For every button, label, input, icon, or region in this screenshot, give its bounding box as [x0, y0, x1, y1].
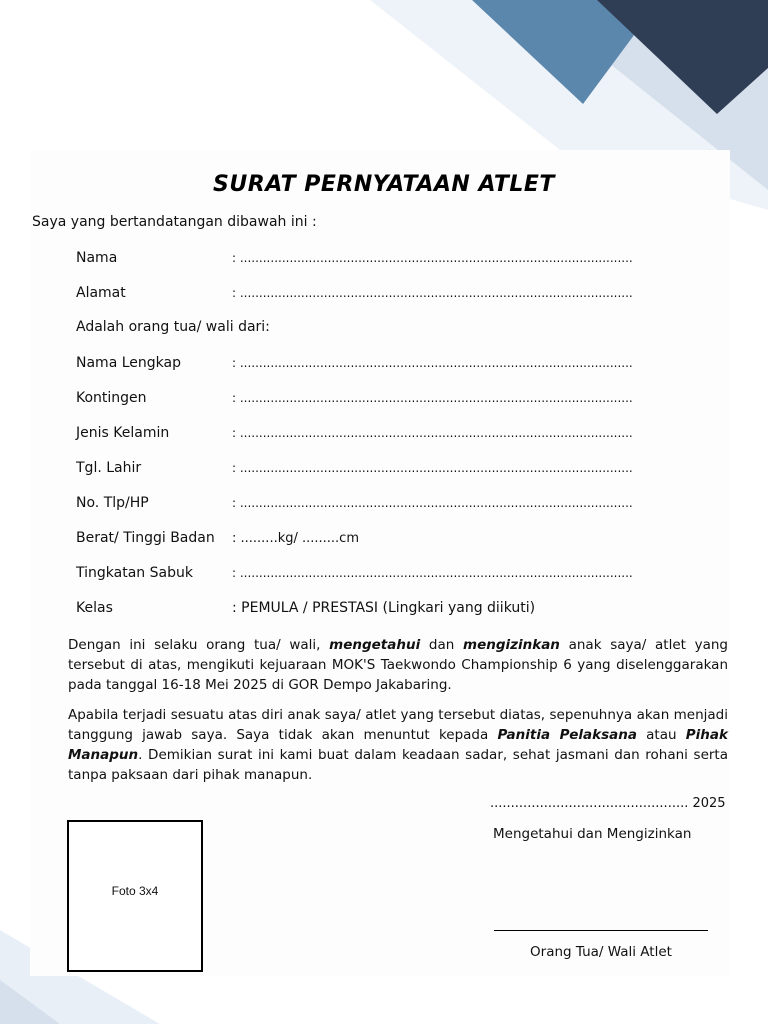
field-label: Kelas — [76, 600, 113, 616]
liability-paragraph — [68, 705, 728, 785]
paragraph-text: Apabila terjadi sesuatu atas diri anak saya/ atlet yang tersebut diatas, sepenuhnya akan menjadi tanggung jawab saya. Saya tidak akan menuntut kepada — [68, 707, 728, 743]
field-label: Nama Lengkap — [76, 355, 181, 371]
field-value[interactable]: : ....................................................................................................... — [232, 286, 633, 300]
field-value[interactable]: : ....................................................................................................... — [232, 251, 633, 265]
field-row-nama-lengkap — [76, 353, 716, 373]
field-label: No. Tlp/HP — [76, 495, 149, 511]
field-label: Alamat — [76, 285, 126, 301]
signer-label: Orang Tua/ Wali Atlet — [530, 944, 672, 960]
field-label: Tingkatan Sabuk — [76, 565, 193, 581]
intro-text: Saya yang bertandatangan dibawah ini : — [32, 214, 317, 230]
field-row-jenis-kelamin — [76, 423, 716, 443]
field-value[interactable]: : .........kg/ .........cm — [232, 530, 359, 546]
field-row-berat-tinggi — [76, 528, 716, 548]
field-value[interactable]: : ....................................................................................................... — [232, 496, 633, 510]
field-row-tingkatan-sabuk — [76, 563, 716, 583]
field-value[interactable]: : ....................................................................................................... — [232, 391, 633, 405]
subheading: Adalah orang tua/ wali dari: — [76, 319, 270, 335]
paragraph-text: . Demikian surat ini kami buat dalam keadaan sadar, sehat jasmani dan rohani serta tanpa paksaan dari pihak manapun. — [68, 747, 728, 783]
photo-placeholder[interactable] — [67, 820, 203, 972]
paragraph-text: dan — [420, 637, 463, 653]
field-label: Kontingen — [76, 390, 147, 406]
emphasis-text: mengizinkan — [463, 637, 560, 653]
field-label: Tgl. Lahir — [76, 460, 142, 476]
field-label: Berat/ Tinggi Badan — [76, 530, 215, 546]
field-row-alamat — [76, 283, 716, 303]
signature-date[interactable]: ................................................ 2025 — [490, 796, 726, 811]
field-row-kelas — [76, 598, 716, 618]
field-label: Jenis Kelamin — [76, 425, 170, 441]
signature-approval-text: Mengetahui dan Mengizinkan — [493, 826, 692, 842]
photo-label: Foto 3x4 — [111, 884, 159, 898]
signature-line[interactable] — [494, 930, 708, 931]
paragraph-text: atau — [636, 727, 686, 743]
emphasis-text: Panitia Pelaksana — [497, 727, 637, 743]
field-value[interactable]: : ....................................................................................................... — [232, 356, 633, 370]
field-row-tgl-lahir — [76, 458, 716, 478]
paragraph-text: anak saya/ atlet yang tersebut di atas, mengikuti kejuaraan MOK'S Taekwondo Championship 6 yang diselenggarakan pada tanggal 16-18 Mei 2025 di GOR Dempo Jakabaring. — [68, 637, 728, 693]
field-row-nama — [76, 248, 716, 268]
document-title: SURAT PERNYATAAN ATLET — [213, 172, 555, 197]
field-label: Nama — [76, 250, 118, 266]
field-value[interactable]: : PEMULA / PRESTASI (Lingkari yang diikuti) — [232, 600, 536, 616]
paragraph-text: Dengan ini selaku orang tua/ wali, — [68, 637, 330, 653]
field-row-no-tlp — [76, 493, 716, 513]
field-value[interactable]: : ....................................................................................................... — [232, 426, 633, 440]
emphasis-text: Pihak Manapun — [68, 727, 729, 763]
consent-paragraph — [68, 635, 728, 695]
field-row-kontingen — [76, 388, 716, 408]
field-value[interactable]: : ....................................................................................................... — [232, 566, 633, 580]
emphasis-text: mengetahui — [329, 637, 421, 653]
field-value[interactable]: : ....................................................................................................... — [232, 461, 633, 475]
